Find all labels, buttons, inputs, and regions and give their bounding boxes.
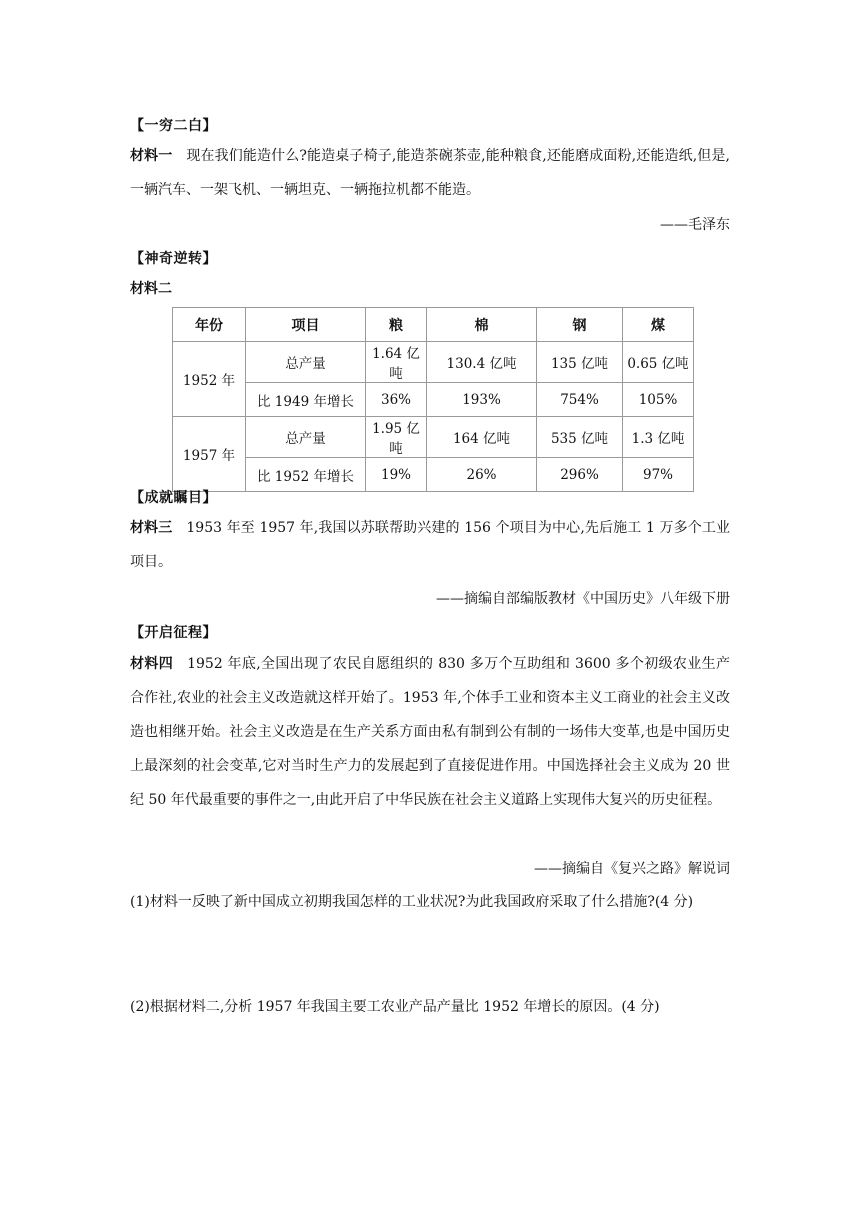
- table-year-cell: 1957 年: [173, 417, 246, 492]
- material-3-text: 1953 年至 1957 年,我国以苏联帮助兴建的 156 个项目为中心,先后施工 1 万多个工业项目。: [130, 520, 731, 570]
- material-1: [130, 139, 730, 207]
- section-heading-3: 【成就瞩目】: [130, 490, 217, 506]
- material-4: [130, 647, 730, 817]
- material-1-label: 材料一: [130, 148, 173, 164]
- table-row: [173, 342, 694, 383]
- table-header: 粮: [366, 308, 427, 342]
- material-2-label: 材料二: [130, 281, 172, 297]
- table-cell: 135 亿吨: [537, 342, 623, 383]
- table-cell: 26%: [427, 458, 537, 492]
- table-cell: 164 亿吨: [427, 417, 537, 458]
- table-header: 钢: [537, 308, 623, 342]
- table-cell: 97%: [623, 458, 694, 492]
- table-cell: 754%: [537, 383, 623, 417]
- table-cell: 193%: [427, 383, 537, 417]
- question-2: (2)根据材料二,分析 1957 年我国主要工农业产品产量比 1952 年增长的原因。(4 分): [130, 999, 660, 1015]
- material-4-text: 1952 年底,全国出现了农民自愿组织的 830 多万个互助组和 3600 多个初级农业生产合作社,农业的社会主义改造就这样开始了。1953 年,个体手工业和资本主义工商业的社会主义改造也相继开始。社会主义改造是在生产关系方面由私有制到公有制的一场伟大变革,也是中国历史上最深刻的社会变革,它对当时生产力的发展起到了直接促进作用。中国选择社会主义成为 20 世纪 50 年代最重要的事件之一,由此开启了中华民族在社会主义道路上实现伟大复兴的历史征程。: [130, 656, 731, 808]
- section-heading-1: 【一穷二白】: [130, 118, 217, 134]
- table-header: 棉: [427, 308, 537, 342]
- material-1-source: ——毛泽东: [660, 217, 730, 233]
- table-cell: 296%: [537, 458, 623, 492]
- table-cell: 1.95 亿吨: [366, 417, 427, 458]
- table-cell: 105%: [623, 383, 694, 417]
- material-3-source: ——摘编自部编版教材《中国历史》八年级下册: [436, 591, 730, 607]
- section-heading-2: 【神奇逆转】: [130, 251, 217, 267]
- table-cell: 19%: [366, 458, 427, 492]
- table-row: [173, 458, 694, 492]
- material-3: [130, 511, 730, 579]
- table-cell: 1.3 亿吨: [623, 417, 694, 458]
- table-header-row: [173, 308, 694, 342]
- table-item-cell: 比 1949 年增长: [246, 383, 366, 417]
- table-cell: 0.65 亿吨: [623, 342, 694, 383]
- table-item-cell: 总产量: [246, 342, 366, 383]
- table-header: 项目: [246, 308, 366, 342]
- material-4-source: ——摘编自《复兴之路》解说词: [534, 861, 730, 877]
- table-row: [173, 383, 694, 417]
- material-1-text: 现在我们能造什么?能造桌子椅子,能造茶碗茶壶,能种粮食,还能磨成面粉,还能造纸,但是,一辆汽车、一架飞机、一辆坦克、一辆拖拉机都不能造。: [130, 148, 730, 198]
- section-heading-4: 【开启征程】: [130, 625, 217, 641]
- material-2: [130, 272, 730, 306]
- production-table: [172, 307, 694, 492]
- material-3-label: 材料三: [130, 520, 173, 536]
- table-item-cell: 总产量: [246, 417, 366, 458]
- question-1: (1)材料一反映了新中国成立初期我国怎样的工业状况?为此我国政府采取了什么措施?(4 分): [130, 894, 694, 910]
- table-cell: 535 亿吨: [537, 417, 623, 458]
- table-header: 年份: [173, 308, 246, 342]
- table-item-cell: 比 1952 年增长: [246, 458, 366, 492]
- table-cell: 36%: [366, 383, 427, 417]
- table-row: [173, 417, 694, 458]
- table-header: 煤: [623, 308, 694, 342]
- material-4-label: 材料四: [130, 656, 174, 672]
- table-cell: 130.4 亿吨: [427, 342, 537, 383]
- table-cell: 1.64 亿吨: [366, 342, 427, 383]
- table-year-cell: 1952 年: [173, 342, 246, 417]
